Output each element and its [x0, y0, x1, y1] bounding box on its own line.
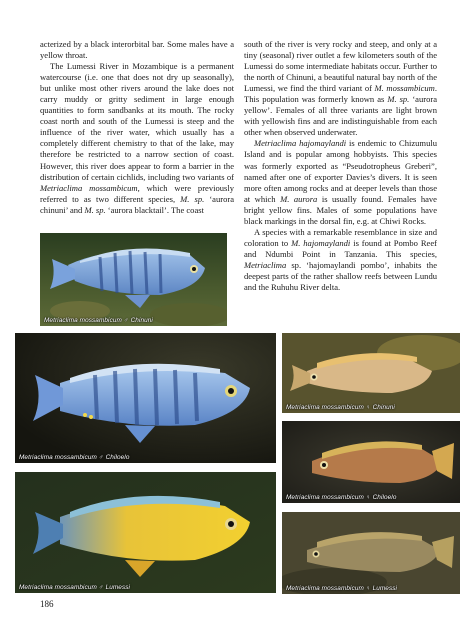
paragraph: The Lumessi River in Mozambique is a permanent watercourse (i.e. one that does not dry up seasonally), but unlike most other rivers around the lake does not carry muddy or gritty sediment in large enough quantities to form sandbanks at its mouth. The rocky coast north and south of the Lumessi is steep and the influence of the river water, which usually has a completely different chemistry to that of the lake, may therefore be restricted to a narrow section of coast. However, this river does appear to form a barrier in the distribution of certain cichlids, including two variants of Metriaclima mossambicum, which were previously referred to as two different species, M. sp. ‘aurora chinuni’ and M. sp. ‘aurora blacktail’. The coast [40, 61, 235, 215]
photo-caption: Metriaclima mossambicum ♀ Lumessi [286, 585, 398, 592]
left-text-column [40, 39, 234, 216]
fish-photo-chinuni-female [282, 333, 460, 413]
fish-photo-chinuni-male [40, 233, 227, 326]
paragraph: south of the river is very rocky and steep, and only at a tiny (seasonal) river outlet a few kilometers south of the Lumessi do some intermediate habitats occur. Further to the north of Chinuni, a beautiful natural bay north of the Lumessi, we find the third variant of M. mossambicum. This population was formerly known as M. sp. ‘aurora yellow’. Females of all three variants are light brown with yellowish fins and are indistinguishable from each other when observed underwater. [244, 39, 437, 138]
photo-caption: Metriaclima mossambicum ♀ Chinuni [286, 404, 395, 411]
photo-caption: Metriaclima mossambicum ♂ Lumessi [19, 584, 131, 591]
paragraph: acterized by a black interorbital bar. Some males have a yellow throat. [40, 39, 234, 61]
right-text-column [244, 39, 437, 293]
fish-photo-chiloelo-female [282, 421, 460, 503]
fish-photo-chiloelo-male [15, 333, 276, 463]
paragraph: Metriaclima hajomaylandi is endemic to Chizumulu Island and is popular among hobbyists. This species was formerly exported as “Pseudotropheus Greberi”, named after one of exporter Davies’s divers. It is seen more often among rocks and at deeper levels than those at which M. aurora is usually found. Females have bright yellow fins. Males of some populations have black markings in the dorsal fin, e.g. at Chiwi Rocks. [244, 138, 437, 226]
fish-photo-lumessi-female [282, 512, 460, 594]
photo-caption: Metriaclima mossambicum ♂ Chinuni [44, 317, 153, 324]
paragraph: A species with a remarkable resemblance in size and coloration to M. hajomaylandi is found at Pombo Reef and Ndumbi Point in Tanzania. This species, Metriaclima sp. ‘hajomaylandi pombo’, inhabits the deepest parts of the rather shallow reefs between Lundu and the Ruhuhu River delta. [244, 226, 437, 293]
photo-caption: Metriaclima mossambicum ♀ Chiloelo [286, 494, 397, 501]
page-number: 186 [40, 599, 54, 609]
photo-caption: Metriaclima mossambicum ♂ Chiloelo [19, 454, 130, 461]
fish-photo-lumessi-male [15, 472, 276, 593]
